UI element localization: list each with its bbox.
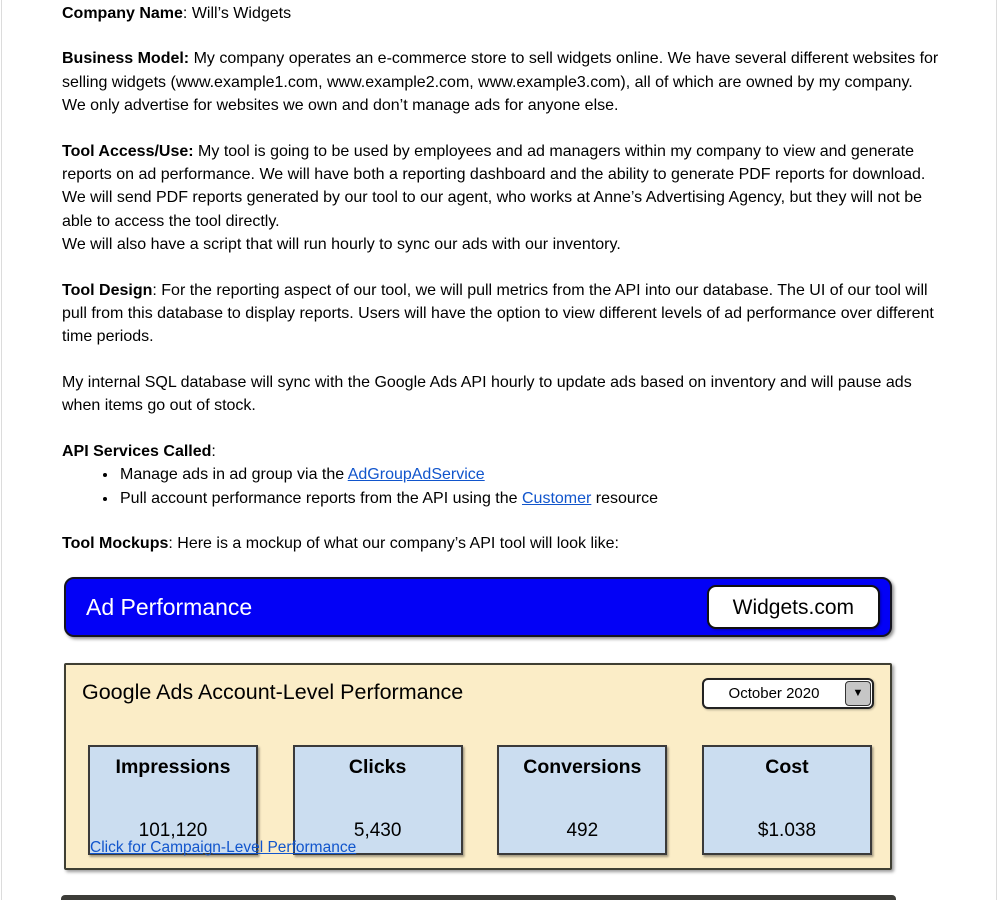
bullet-2-tail: resource [591, 489, 659, 507]
api-services-list [62, 463, 940, 510]
metric-label: Impressions [115, 756, 231, 779]
page-right-border [996, 0, 997, 900]
widgets-com-button[interactable] [707, 585, 880, 629]
paragraph-company-name [62, 2, 940, 25]
period-dropdown-value: October 2020 [728, 685, 820, 703]
dropdown-arrow-button[interactable] [845, 681, 871, 706]
metric-value: 101,120 [138, 819, 208, 841]
paragraph-tool-mockups [62, 532, 940, 555]
business-model-text: My company operates an e-commerce store to sell widgets online. We have several different websites for selling widgets (www.example1.com, www.example2.com, www.example3.com), all of which are owned by my company. We only advertise for websites we own and don’t manage ads for anyone else. [62, 50, 939, 115]
company-name-value: : Will’s Widgets [182, 5, 292, 22]
next-section-top-edge [61, 895, 896, 900]
ad-performance-title: Ad Performance [86, 593, 253, 620]
company-name-label: Company Name [62, 5, 183, 22]
paragraph-tool-design [62, 279, 940, 349]
metric-value: 492 [566, 819, 599, 841]
bullet-1-text: Manage ads in ad group via the [120, 466, 348, 484]
business-model-label: Business Model: [62, 50, 190, 68]
page-left-border [1, 0, 2, 900]
customer-link[interactable]: Customer [521, 489, 592, 507]
tool-access-label: Tool Access/Use: [62, 142, 194, 160]
campaign-level-link[interactable]: Click for Campaign-Level Performance [90, 838, 357, 856]
ad-performance-header-bar [64, 577, 892, 637]
metric-label: Clicks [348, 756, 407, 779]
period-dropdown[interactable] [702, 678, 874, 709]
tool-mockups-text: : Here is a mockup of what our company’s API tool will look like: [168, 534, 619, 552]
tool-access-text: My tool is going to be used by employees and ad managers within my company to view and generate reports on ad performance. We will have both a reporting dashboard and the ability to generate PDF reports for download. We will send PDF reports generated by our tool to our agent, who works at Anne’s Advertising Agency, but they will not be able to access the tool directly. [62, 142, 926, 230]
tool-design-label: Tool Design [62, 281, 153, 299]
list-item [118, 487, 940, 510]
tool-design-text: : For the reporting aspect of our tool, we will pull metrics from the API into our database. The UI of our tool will pull from this database to display reports. Users will have the option to view different levels of ad performance over different time periods. [62, 281, 934, 346]
metric-label: Conversions [523, 756, 642, 779]
paragraph-api-services [62, 440, 940, 463]
adgroupadservice-link[interactable]: AdGroupAdService [347, 466, 485, 484]
tool-mockups-label: Tool Mockups [62, 534, 169, 552]
chevron-down-icon: ▼ [852, 687, 864, 700]
metric-value: 5,430 [353, 819, 402, 841]
document-body [62, 2, 940, 870]
metric-value: $1.038 [757, 819, 817, 841]
metric-card-cost [702, 745, 872, 855]
api-services-colon: : [211, 442, 216, 460]
list-item [118, 463, 940, 486]
bullet-2-text: Pull account performance reports from the API using the [120, 489, 522, 507]
metric-label: Cost [765, 756, 809, 779]
metric-card-conversions [497, 745, 667, 855]
paragraph-business-model [62, 47, 940, 117]
widgets-com-label: Widgets.com [732, 595, 854, 619]
panel-title: Google Ads Account-Level Performance [82, 680, 464, 705]
paragraph-tool-access [62, 140, 940, 257]
paragraph-sql-note [62, 371, 940, 418]
sql-note-text: My internal SQL database will sync with the Google Ads API hourly to update ads based on inventory and will pause ads when items go out of stock. [62, 373, 912, 415]
tool-access-script-note: We will also have a script that will run hourly to sync our ads with our inventory. [62, 236, 621, 254]
account-performance-panel [64, 663, 892, 870]
api-services-label: API Services Called [62, 442, 212, 460]
